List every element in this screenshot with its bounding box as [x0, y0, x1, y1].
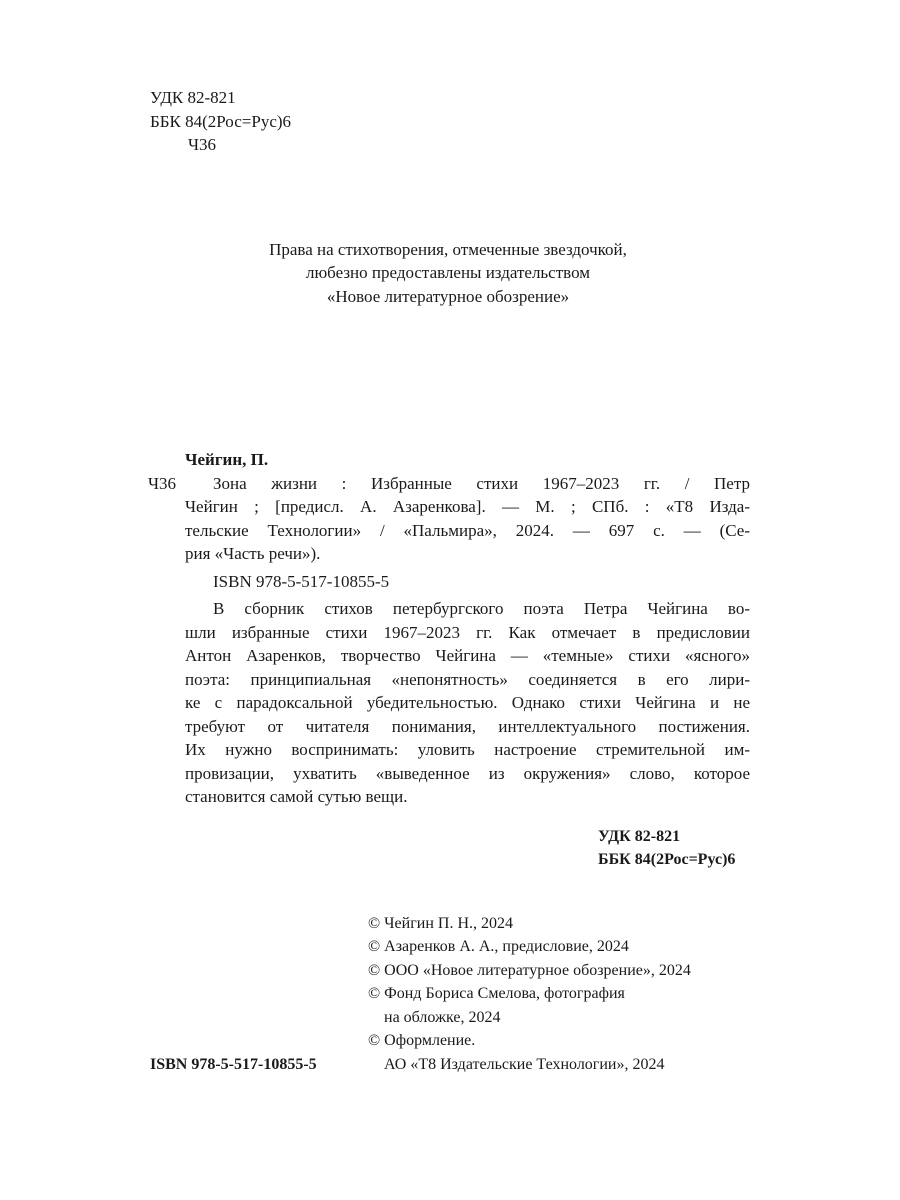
- copyright-line: © Оформление.: [368, 1032, 476, 1049]
- description-line: Чейгин ; [предисл. А. Азаренкова]. — М. ; СПб. : «Т8 Изда-: [185, 497, 750, 516]
- copyright-line: АО «Т8 Издательские Технологии», 2024: [384, 1055, 665, 1073]
- bbk-code: ББК 84(2Рос=Рус)6: [598, 851, 736, 868]
- annotation-line: В сборник стихов петербургского поэта Петра Чейгина во-: [213, 599, 750, 618]
- annotation-line: шли избранные стихи 1967–2023 гг. Как отмечает в предисловии: [185, 622, 750, 642]
- annotation: [185, 597, 750, 809]
- bottom-row: [0, 1053, 900, 1077]
- udk-code: УДК 82-821: [150, 88, 236, 107]
- copyright-line: © Чейгин П. Н., 2024: [368, 914, 514, 932]
- rights-line: любезно предоставлены издательством: [305, 263, 591, 282]
- bibliographic-description: [185, 495, 750, 566]
- description-line: Зона жизни : Избранные стихи 1967–2023 гг. / Петр: [213, 473, 750, 493]
- annotation-line: ке с парадоксальной убедительностью. Однако стихи Чейгина и не: [185, 693, 750, 712]
- copyright-block-end: [368, 1053, 665, 1077]
- copyright-block: [368, 912, 900, 1053]
- copyright-line: © Азаренков А. А., предисловие, 2024: [368, 938, 629, 955]
- annotation-line: требуют от читателя понимания, интеллектуального постижения.: [185, 716, 750, 736]
- record-author-mark: Ч36: [148, 473, 177, 493]
- annotation-line: Антон Азаренков, творчество Чейгина — «темные» стихи «ясного»: [185, 646, 750, 665]
- udk-code: УДК 82-821: [598, 827, 681, 845]
- annotation-line: Их нужно воспринимать: уловить настроение стремительной им-: [185, 740, 750, 759]
- annotation-line: поэта: принципиальная «непонятность» соединяется в его лири-: [185, 669, 750, 689]
- rights-note: [150, 238, 746, 309]
- bottom-classification: [598, 825, 900, 872]
- rights-line: «Новое литературное обозрение»: [326, 286, 570, 306]
- record-isbn: ISBN 978-5-517-10855-5: [213, 571, 390, 591]
- description-line: тельские Технологии» / «Пальмира», 2024. — 697 с. — (Се-: [185, 520, 750, 540]
- classification-block: [150, 86, 900, 157]
- copyright-line: © ООО «Новое литературное обозрение», 2024: [368, 961, 691, 979]
- annotation-line: становится самой сутью вещи.: [185, 787, 408, 806]
- rights-line: Права на стихотворения, отмеченные звездочкой,: [269, 239, 627, 259]
- author-mark: Ч36: [188, 135, 217, 154]
- record-first-line: [148, 472, 750, 496]
- bottom-isbn: ISBN 978-5-517-10855-5: [150, 1055, 317, 1073]
- description-line: рия «Часть речи»).: [185, 544, 321, 563]
- bbk-code: ББК 84(2Рос=Рус)6: [150, 111, 292, 131]
- copyright-line: © Фонд Бориса Смелова, фотография: [368, 985, 625, 1002]
- annotation-line: провизации, ухватить «выведенное из окружения» слово, которое: [185, 763, 750, 783]
- copyright-line: на обложке, 2024: [384, 1008, 501, 1026]
- record-author: Чейгин, П.: [185, 450, 269, 469]
